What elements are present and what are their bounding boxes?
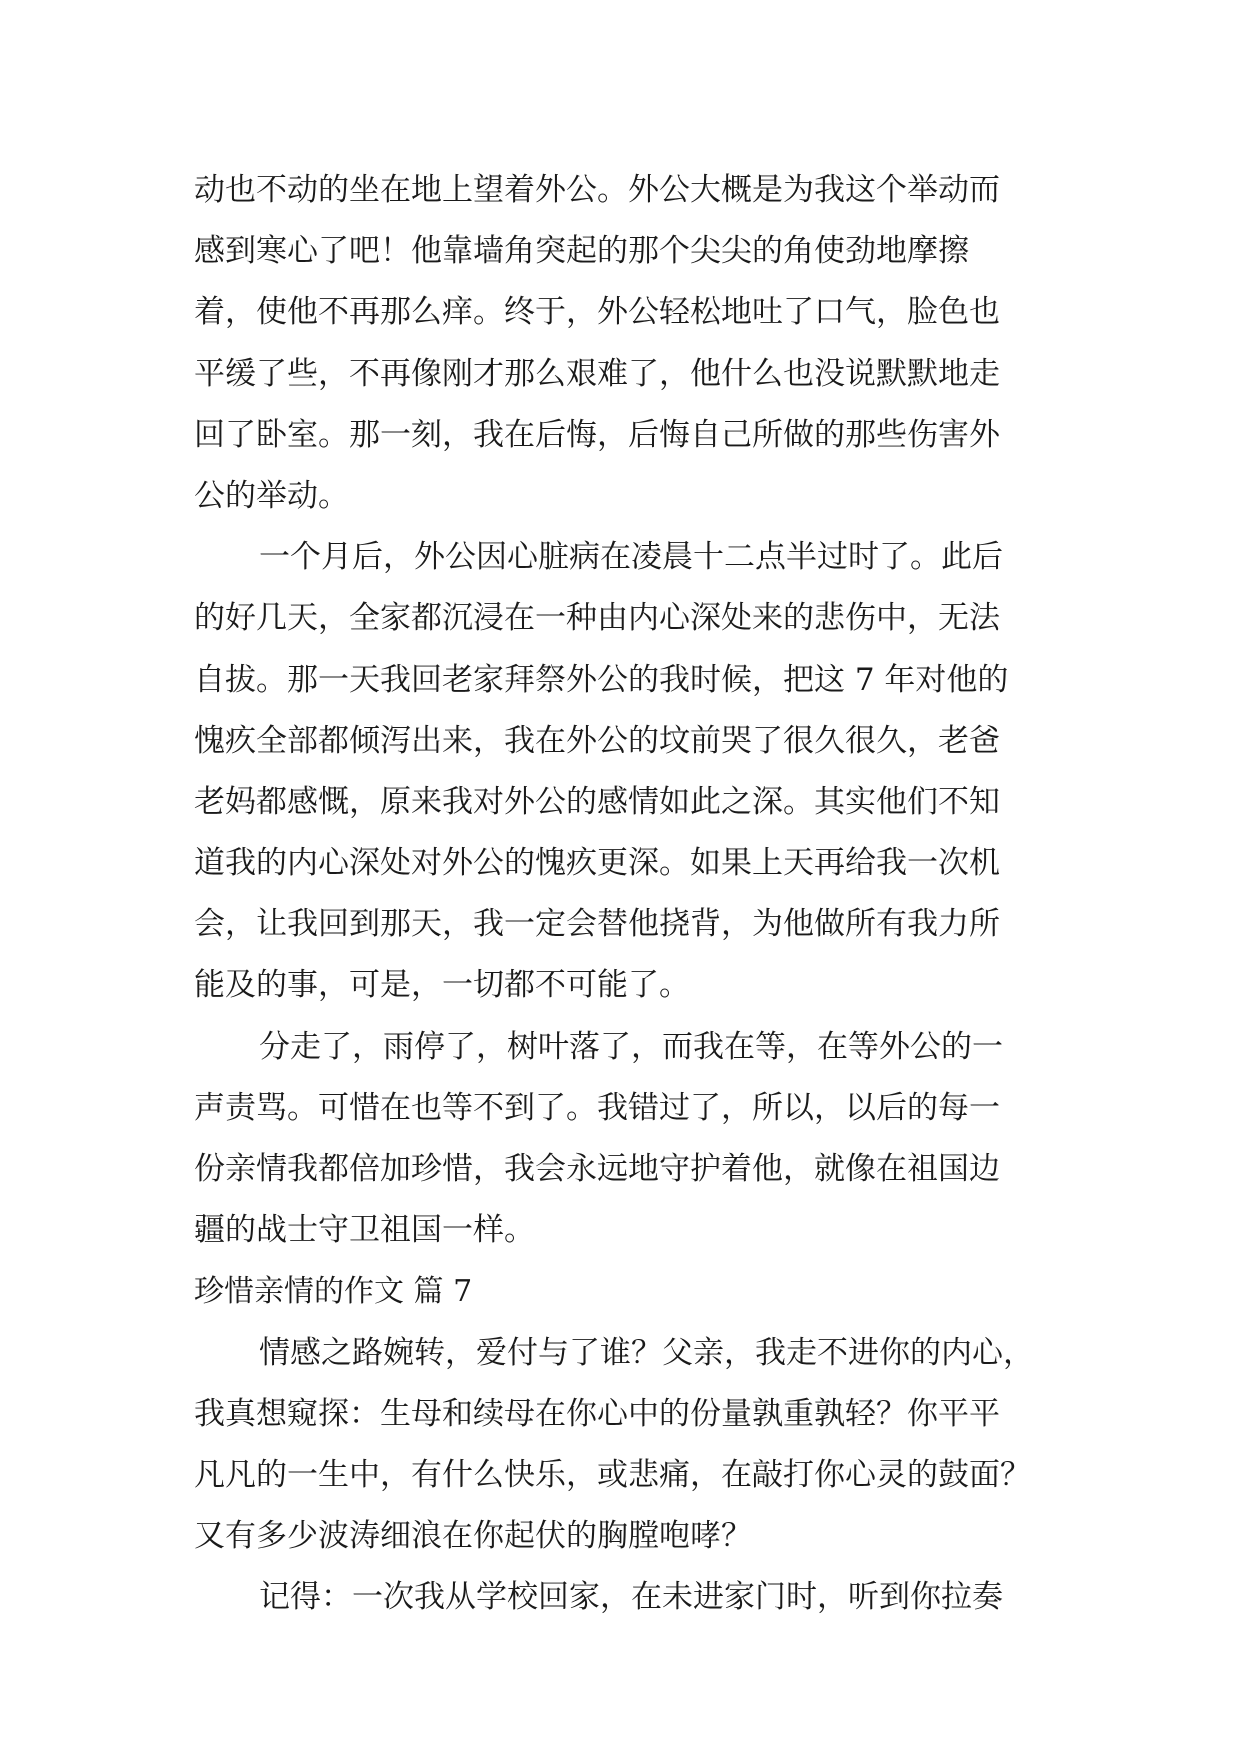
text-line: 道我的内心深处对外公的愧疚更深。如果上天再给我一次机 [194,845,1000,882]
text-line: 疆的战士守卫祖国一样。 [194,1212,535,1249]
section-heading: 珍惜亲情的作文 篇 7 [194,1274,473,1310]
document-body [194,160,1054,1629]
text-line: 的好几天，全家都沉浸在一种由内心深处来的悲伤中，无法 [194,600,1000,637]
text-line: 份亲情我都倍加珍惜，我会永远地守护着他，就像在祖国边 [194,1151,1000,1187]
text-line: 又有多少波涛细浪在你起伏的胸膛咆哮？ [194,1518,752,1555]
text-line: 会，让我回到那天，我一定会替他挠背，为他做所有我力所 [194,906,1000,943]
text-line: 凡凡的一生中，有什么快乐，或悲痛，在敲打你心灵的鼓面？ [194,1456,1031,1493]
text-line: 我真想窥探：生母和续母在你心中的份量孰重孰轻？你平平 [194,1395,1000,1432]
text-line: 愧疚全部都倾泻出来，我在外公的坟前哭了很久很久，老爸 [194,722,1000,759]
paragraph-first-line: 一个月后，外公因心脏病在凌晨十二点半过时了。此后 [259,539,1003,576]
text-line: 声责骂。可惜在也等不到了。我错过了，所以，以后的每一 [194,1089,1000,1126]
text-line: 自拔。那一天我回老家拜祭外公的我时候，把这 7 年对他的 [194,661,1009,698]
text-line: 感到寒心了吧！他靠墙角突起的那个尖尖的角使劲地摩擦 [194,233,969,270]
text-line: 老妈都感慨，原来我对外公的感情如此之深。其实他们不知 [194,783,1000,820]
text-line: 动也不动的坐在地上望着外公。外公大概是为我这个举动而 [194,172,1000,208]
text-line: 能及的事，可是，一切都不可能了。 [194,967,690,1004]
text-line: 公的举动。 [194,477,349,514]
text-line: 着，使他不再那么痒。终于，外公轻松地吐了口气，脸色也 [194,294,1000,331]
text-line: 平缓了些，不再像刚才那么艰难了，他什么也没说默默地走 [194,355,1000,392]
paragraph-first-line: 情感之路婉转，爱付与了谁？父亲，我走不进你的内心， [259,1334,1034,1371]
paragraph-first-line: 记得：一次我从学校回家，在未进家门时，听到你拉奏 [259,1579,1003,1616]
paragraph-first-line: 分走了，雨停了，树叶落了，而我在等，在等外公的一 [259,1028,1003,1065]
text-line: 回了卧室。那一刻，我在后悔，后悔自己所做的那些伤害外 [194,416,1000,453]
